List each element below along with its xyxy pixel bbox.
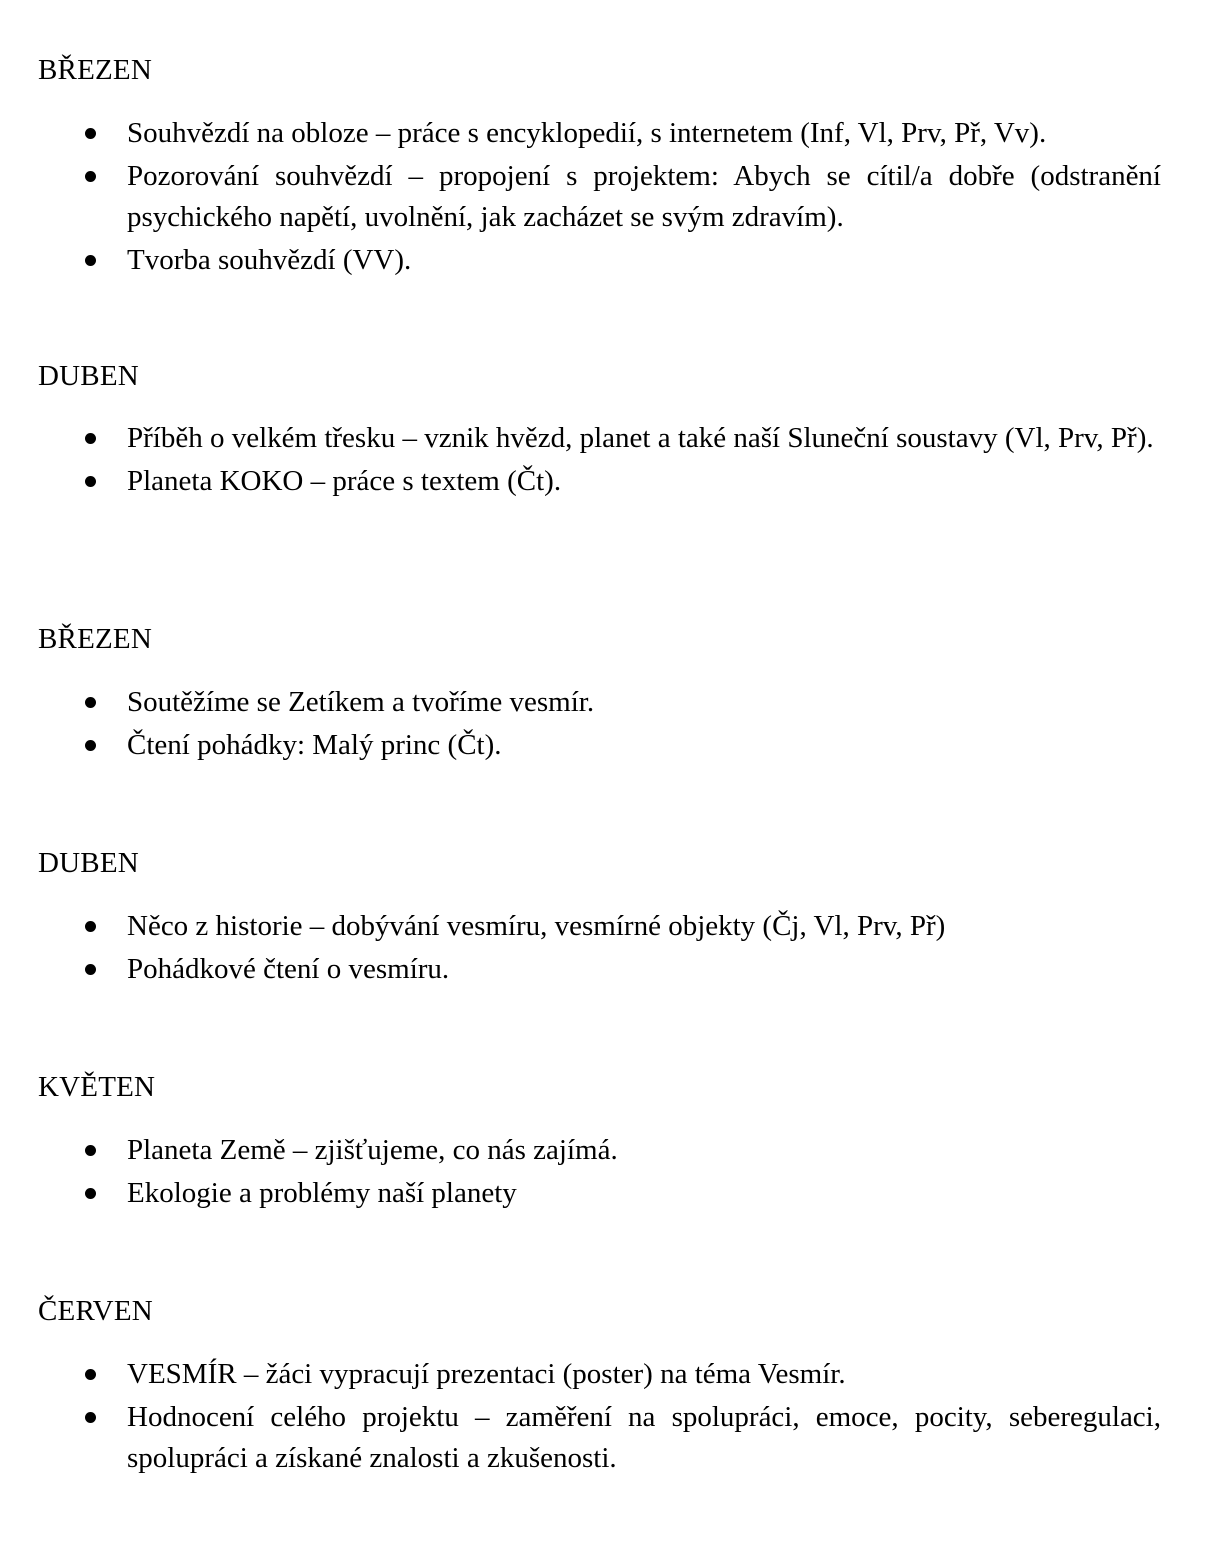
list-item xyxy=(0,1173,1161,1214)
bullet-icon xyxy=(85,697,96,708)
list-item-text: Pozorování souhvězdí – propojení s projektem: Abych se cítil/a dobře (odstranění psychického napětí, uvolnění, jak zacházet se svým zdravím). xyxy=(127,160,1161,233)
list-item xyxy=(0,461,1161,502)
list-item-text: Hodnocení celého projektu – zaměření na spolupráci, emoce, pocity, seberegulaci, spolupráci a získané znalosti a zkušenosti. xyxy=(127,1401,1161,1474)
list-item-text: Tvorba souhvězdí (VV). xyxy=(127,244,412,276)
list-item xyxy=(0,1354,1161,1395)
list-item-text: Pohádkové čtení o vesmíru. xyxy=(127,953,450,985)
list-item xyxy=(0,906,1161,947)
list-item xyxy=(0,1397,1161,1479)
list-item-text: Planeta Země – zjišťujeme, co nás zajímá. xyxy=(127,1134,618,1166)
list-item-text: Planeta KOKO – práce s textem (Čt). xyxy=(127,465,562,497)
bullet-list xyxy=(0,418,1226,502)
list-item-text: Soutěžíme se Zetíkem a tvoříme vesmír. xyxy=(127,686,595,718)
bullet-icon xyxy=(85,1188,96,1199)
list-item-text: Souhvězdí na obloze – práce s encyklopedií, s internetem (Inf, Vl, Prv, Př, Vv). xyxy=(127,117,1047,149)
bullet-list xyxy=(0,1354,1226,1479)
list-item xyxy=(0,113,1161,154)
bullet-icon xyxy=(85,1369,96,1380)
bullet-icon xyxy=(85,255,96,266)
list-item xyxy=(0,949,1161,990)
bullet-icon xyxy=(85,1412,96,1423)
list-item-text: Čtení pohádky: Malý princ (Čt). xyxy=(127,729,502,761)
month-heading: DUBEN xyxy=(38,847,139,879)
month-heading: DUBEN xyxy=(38,360,139,392)
month-heading: BŘEZEN xyxy=(38,54,152,86)
list-item xyxy=(0,240,1161,281)
list-item xyxy=(0,725,1161,766)
list-item-text: Něco z historie – dobývání vesmíru, vesmírné objekty (Čj, Vl, Prv, Př) xyxy=(127,910,946,942)
bullet-list xyxy=(0,1130,1226,1214)
list-item xyxy=(0,1130,1161,1171)
list-item-text: VESMÍR – žáci vypracují prezentaci (poster) na téma Vesmír. xyxy=(127,1358,846,1390)
bullet-icon xyxy=(85,128,96,139)
bullet-list xyxy=(0,113,1226,281)
month-heading: BŘEZEN xyxy=(38,623,152,655)
month-heading: KVĚTEN xyxy=(38,1071,156,1103)
bullet-icon xyxy=(85,1145,96,1156)
list-item xyxy=(0,682,1161,723)
bullet-icon xyxy=(85,921,96,932)
month-heading: ČERVEN xyxy=(38,1295,153,1327)
bullet-list xyxy=(0,682,1226,766)
list-item xyxy=(0,156,1161,238)
list-item-text: Příběh o velkém třesku – vznik hvězd, planet a také naší Sluneční soustavy (Vl, Prv, Př). xyxy=(127,422,1154,454)
bullet-icon xyxy=(85,171,96,182)
bullet-list xyxy=(0,906,1226,990)
bullet-icon xyxy=(85,964,96,975)
bullet-icon xyxy=(85,740,96,751)
bullet-icon xyxy=(85,476,96,487)
list-item-text: Ekologie a problémy naší planety xyxy=(127,1177,517,1209)
list-item xyxy=(0,418,1161,459)
bullet-icon xyxy=(85,433,96,444)
